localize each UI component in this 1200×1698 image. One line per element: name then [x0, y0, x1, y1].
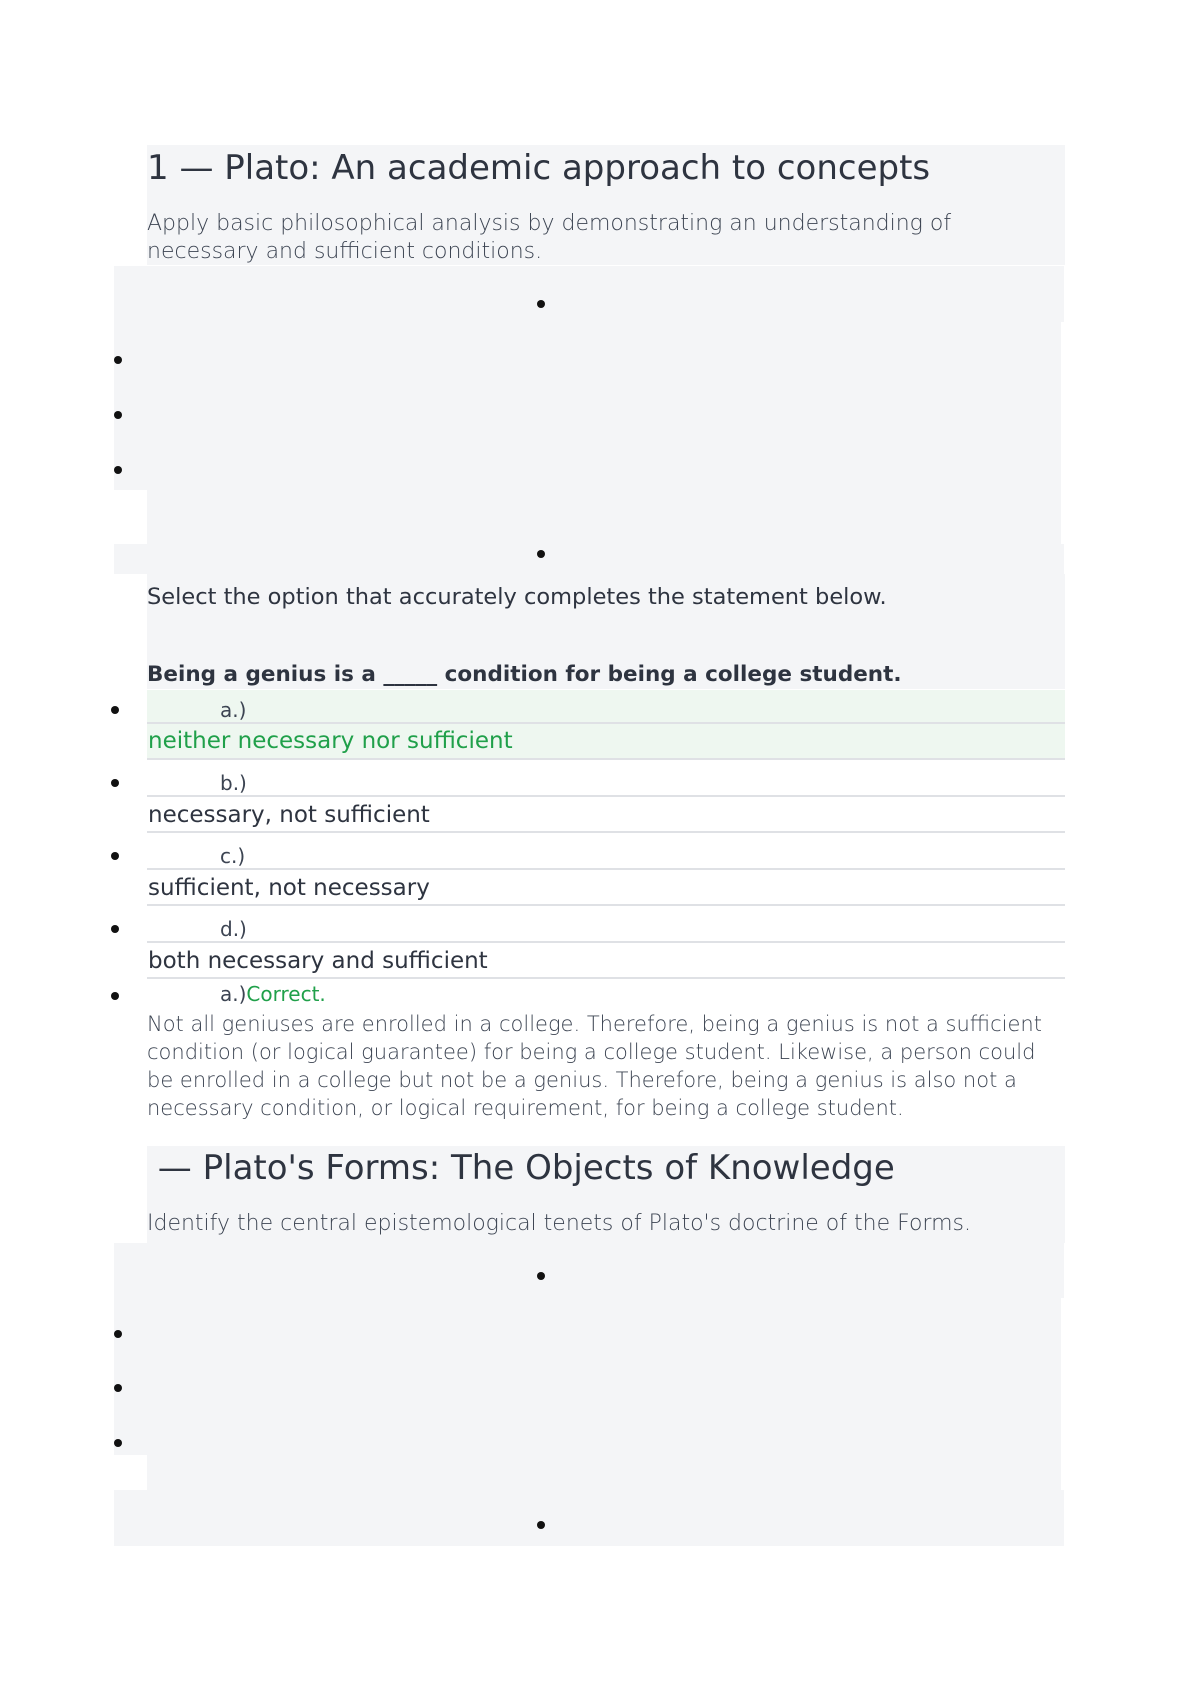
bullet	[114, 1330, 122, 1338]
bullet	[111, 779, 119, 787]
section2-content-block	[147, 1298, 1061, 1490]
bullet	[111, 925, 119, 933]
option-a-letter: a.)	[220, 698, 247, 722]
option-divider	[147, 795, 1065, 797]
option-divider	[147, 868, 1065, 870]
option-divider	[147, 722, 1065, 724]
option-divider	[147, 831, 1065, 833]
option-d-letter: d.)	[220, 917, 247, 941]
option-divider	[147, 904, 1065, 906]
option-d-text[interactable]: both necessary and sufficient	[148, 948, 488, 974]
option-divider	[147, 977, 1065, 979]
option-b-letter: b.)	[220, 771, 247, 795]
feedback-explanation: Not all geniuses are enrolled in a college. Therefore, being a genius is not a sufficient condition (or logical guarantee) for being a college student. Likewise, a person could be enrolled in a college but not be a genius. Therefore, being a genius is also not a necessary condition, or logical requirement, for being a college student.	[147, 1012, 1042, 1120]
section2-side-block	[114, 1298, 147, 1350]
feedback-letter: a.)	[220, 982, 247, 1006]
bullet	[111, 852, 119, 860]
feedback-status: Correct.	[246, 982, 326, 1006]
bullet	[111, 992, 119, 1000]
option-c-letter: c.)	[220, 844, 246, 868]
bullet	[537, 1272, 545, 1280]
bullet	[537, 1521, 545, 1529]
bullet	[114, 1439, 122, 1447]
option-a-text[interactable]: neither necessary nor sufficient	[148, 728, 513, 754]
section2-title: — Plato's Forms: The Objects of Knowledge	[147, 1148, 895, 1188]
section1-side-block	[114, 434, 150, 490]
bullet	[537, 550, 545, 558]
bullet	[114, 1384, 122, 1392]
section1-side-block	[114, 378, 150, 434]
feedback-line	[220, 982, 326, 1006]
section1-side-block	[114, 322, 147, 378]
section2-side-block	[114, 1350, 150, 1405]
bullet	[114, 466, 122, 474]
section1-content-block	[114, 266, 1064, 322]
bullet	[114, 411, 122, 419]
option-divider	[147, 758, 1065, 760]
section1-content-block	[147, 322, 1061, 544]
option-c-text[interactable]: sufficient, not necessary	[148, 875, 430, 901]
option-b-text[interactable]: necessary, not sufficient	[148, 802, 430, 828]
bullet	[537, 300, 545, 308]
question-prompt: Select the option that accurately completes the statement below.	[147, 584, 887, 610]
section2-content-block	[114, 1490, 1064, 1546]
section1-content-block	[114, 544, 1064, 574]
section1-title: 1 — Plato: An academic approach to concepts	[147, 148, 931, 188]
section2-side-block	[114, 1405, 150, 1455]
bullet	[111, 706, 119, 714]
section1-description: Apply basic philosophical analysis by demonstrating an understanding of necessary and sufficient conditions.	[147, 211, 952, 264]
section2-description: Identify the central epistemological tenets of Plato's doctrine of the Forms.	[147, 1211, 971, 1236]
bullet	[114, 356, 122, 364]
option-divider	[147, 941, 1065, 943]
section2-content-block	[114, 1243, 1064, 1298]
question-statement: Being a genius is a _____ condition for being a college student.	[147, 662, 902, 687]
